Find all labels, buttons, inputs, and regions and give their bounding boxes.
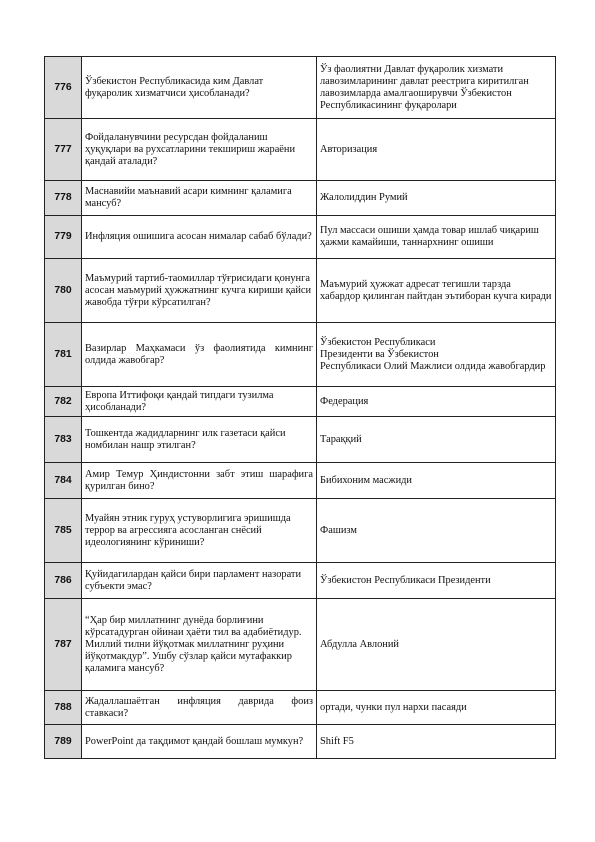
answer-text: Ўз фаолиятни Давлат фуқаролик хизмати лавозимларининг давлат реестрига киритилган лавозимларда амалгаоширувчи Ўзбекистон Республикасининг фуқаролари <box>317 57 556 119</box>
question-number: 781 <box>45 323 82 387</box>
answer-text: Shift F5 <box>317 725 556 759</box>
question-number: 780 <box>45 259 82 323</box>
answer-text: Федерация <box>317 387 556 417</box>
question-text: “Ҳар бир миллатнинг дунёда борлиғини кўрсатадурган ойинаи ҳаёти тил ва адабиётидур. Миллий тилни йўқотмак миллатнинг руҳини йўқотмакдур”. Ушбу сўзлар қайси мутафаккир қаламига мансуб? <box>82 599 317 691</box>
table-row <box>45 181 556 216</box>
table-row <box>45 216 556 259</box>
question-number: 782 <box>45 387 82 417</box>
table-row <box>45 463 556 499</box>
question-text: Вазирлар Маҳкамаси ўз фаолиятида кимнинг олдида жавобгар? <box>82 323 317 387</box>
question-text: Жадаллашаётган инфляция даврида фоиз ставкаси? <box>82 691 317 725</box>
table-row <box>45 57 556 119</box>
question-number: 786 <box>45 563 82 599</box>
question-text: Фойдаланувчини ресурсдан фойдаланиш ҳуқуқлари ва рухсатларини текшириш жараёни қандай аталади? <box>82 119 317 181</box>
question-text: PowerPoint да тақдимот қандай бошлаш мумкун? <box>82 725 317 759</box>
question-text: Европа Иттифоқи қандай типдаги тузилма ҳисобланади? <box>82 387 317 417</box>
question-number: 779 <box>45 216 82 259</box>
answer-text: Фашизм <box>317 499 556 563</box>
qa-table <box>44 56 556 759</box>
question-number: 787 <box>45 599 82 691</box>
question-text: Тошкентда жадидларнинг илк газетаси қайси номбилан нашр этилган? <box>82 417 317 463</box>
question-text: Ўзбекистон Республикасида ким Давлат фуқаролик хизматчиси ҳисобланади? <box>82 57 317 119</box>
question-number: 785 <box>45 499 82 563</box>
table-row <box>45 725 556 759</box>
question-text: Амир Темур Ҳиндистонни забт этиш шарафига қурилган бино? <box>82 463 317 499</box>
question-text: Инфляция ошишига асосан нималар сабаб бўлади? <box>82 216 317 259</box>
table-row <box>45 691 556 725</box>
question-number: 784 <box>45 463 82 499</box>
answer-line: Ўзбекистон Республикаси <box>320 336 436 348</box>
table-row <box>45 563 556 599</box>
answer-text: Авторизация <box>317 119 556 181</box>
table-row <box>45 387 556 417</box>
question-number: 788 <box>45 691 82 725</box>
answer-text: Ўзбекистон Республикаси Президенти <box>317 563 556 599</box>
answer-text: Бибихоним масжиди <box>317 463 556 499</box>
answer-text: Абдулла Авлоний <box>317 599 556 691</box>
answer-line: Президенти ва Ўзбекистон <box>320 348 439 360</box>
question-number: 778 <box>45 181 82 216</box>
answer-text: ортади, чунки пул нархи пасаяди <box>317 691 556 725</box>
question-text: Маъмурий тартиб-таомиллар тўғрисидаги қонунга асосан маъмурий ҳужжатнинг кучга кириши қайси жавобда тўғри кўрсатилган? <box>82 259 317 323</box>
question-number: 776 <box>45 57 82 119</box>
answer-line: Республикаси Олий Мажлиси олдида жавобгардир <box>320 360 546 372</box>
table-row <box>45 599 556 691</box>
question-text: Қуйидагилардан қайси бири парламент назорати субъекти эмас? <box>82 563 317 599</box>
table-row <box>45 323 556 387</box>
answer-text: Пул массаси ошиши ҳамда товар ишлаб чиқариш ҳажми камайиши, таннархнинг ошиши <box>317 216 556 259</box>
answer-text: Жалолиддин Румий <box>317 181 556 216</box>
question-number: 777 <box>45 119 82 181</box>
table-row <box>45 417 556 463</box>
answer-text <box>317 323 556 387</box>
answer-text: Тараққий <box>317 417 556 463</box>
table-row <box>45 119 556 181</box>
question-text: Муайян этник гуруҳ устуворлигига эришишда террор ва агрессияга асосланган снёсий идеологиянинг кўриниши? <box>82 499 317 563</box>
answer-text: Маъмурий ҳужжат адресат тегишли тарзда хабардор қилинган пайтдан эътиборан кучга киради <box>317 259 556 323</box>
question-number: 783 <box>45 417 82 463</box>
question-text: Маснавийи маънавий асари кимнинг қаламига мансуб? <box>82 181 317 216</box>
table-row <box>45 499 556 563</box>
table-row <box>45 259 556 323</box>
question-number: 789 <box>45 725 82 759</box>
